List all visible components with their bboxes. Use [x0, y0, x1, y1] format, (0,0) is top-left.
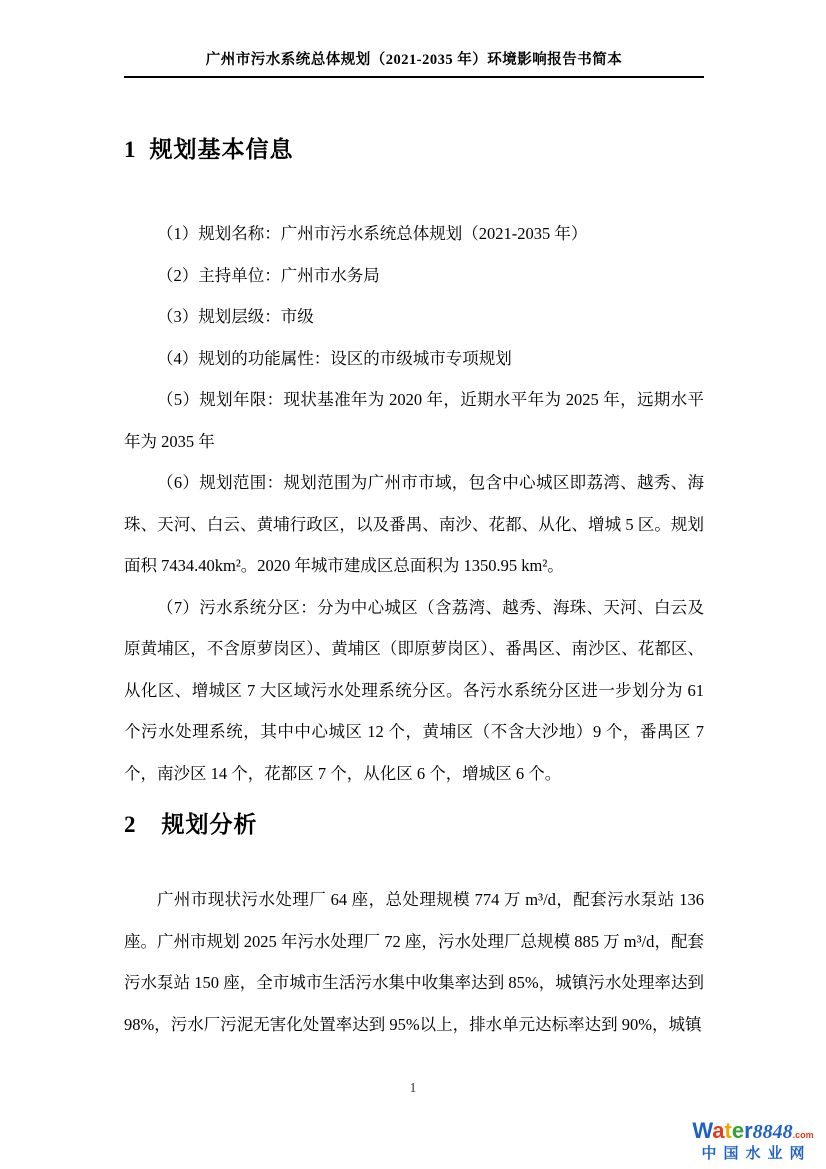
plan-scope-item: （6）规划范围：规划范围为广州市市域，包含中心城区即荔湾、越秀、海珠、天河、白云、黄埔行政区，以及番禺、南沙、花都、从化、增城 5 区。规划面积 7434.40km²。2020 年城市建成区总面积为 1350.95 km²。: [124, 473, 704, 575]
section-1-number: 1: [124, 137, 136, 162]
logo-tld-text: .com: [792, 1130, 814, 1140]
logo-subtitle: 中国水业网: [701, 1145, 812, 1162]
logo-wordmark: [686, 1120, 820, 1142]
section-2-number: 2: [124, 812, 136, 837]
logo-water-text: Water: [692, 1118, 753, 1143]
section-2-title: 规划分析: [161, 811, 258, 837]
plan-name-item: （1）规划名称：广州市污水系统总体规划（2021-2035 年）: [157, 224, 588, 243]
section-1-heading: [124, 134, 704, 165]
section-2-body: [124, 879, 704, 1045]
running-header-title: 广州市污水系统总体规划（2021-2035 年）环境影响报告书简本: [205, 52, 623, 68]
logo-number-text: 8848: [752, 1121, 793, 1143]
host-unit-item: （2）主持单位：广州市水务局: [157, 265, 380, 285]
section-2-heading: [124, 809, 704, 840]
section-1-body: [124, 213, 704, 794]
water8848-logo: [686, 1120, 820, 1161]
plan-analysis-paragraph: 广州市现状污水处理厂 64 座，总处理规模 774 万 m³/d，配套污水泵站 136 座。广州市规划 2025 年污水处理厂 72 座，污水处理厂总规模 885 万 m³/d，配套污水泵站 150 座，全市城市生活污水集中收集率达到 85%，城镇污水处理率达到 98%，污水厂污泥无害化处置率达到 95%以上，排水单元达标率达到 90%，城镇: [124, 890, 704, 1034]
plan-level-item: （3）规划层级：市级: [157, 307, 314, 326]
plan-attribute-item: （4）规划的功能属性：设区的市级城市专项规划: [157, 348, 512, 368]
sewage-zoning-item: （7）污水系统分区：分为中心城区（含荔湾、越秀、海珠、天河、白云及原黄埔区，不含原萝岗区）、黄埔区（即原萝岗区）、番禺区、南沙区、花都区、从化区、增城区 7 大区域污水处理系统分区。各污水系统分区进一步划分为 61 个污水处理系统，其中中心城区 12 个，黄埔区（不含大沙地）9 个，番禺区 7 个，南沙区 14 个，花都区 7 个，从化区 6 个，增城区 6 个。: [124, 597, 704, 783]
section-1-title: 规划基本信息: [149, 136, 294, 162]
plan-period-item: （5）规划年限：现状基准年为 2020 年，近期水平年为 2025 年，远期水平年为 2035 年: [124, 390, 704, 451]
page-content: [124, 0, 704, 1045]
page-number: 1: [409, 1080, 417, 1095]
